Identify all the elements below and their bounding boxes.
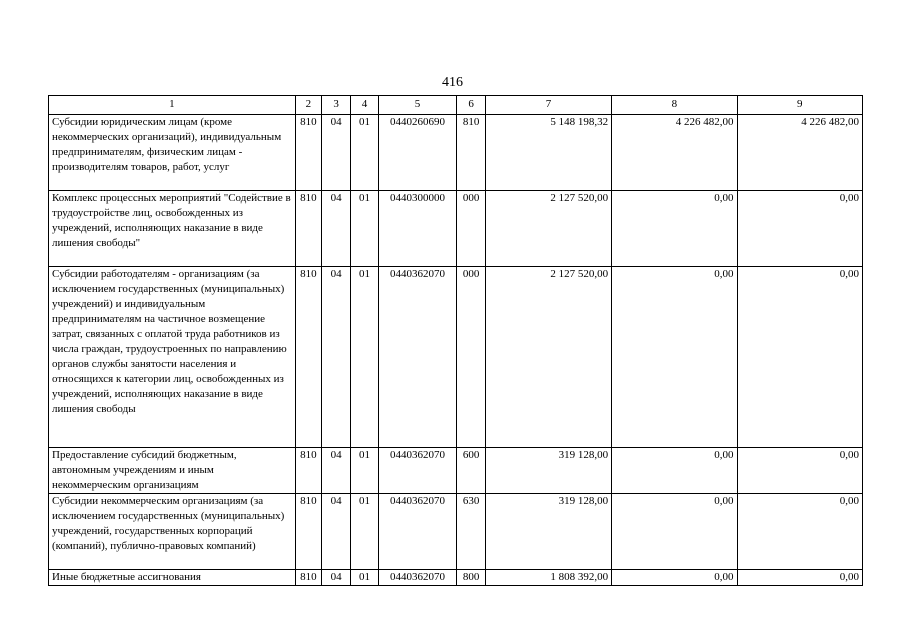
row-amount-7: 2 127 520,00 [485,267,611,448]
table-header-row [49,96,863,115]
row-amount-9: 4 226 482,00 [737,115,862,191]
row-code-5: 0440362070 [378,448,457,494]
row-name: Субсидии работодателям - организациям (за исключением государственных (муниципальных) учреждений) и индивидуальным предпринимателям на частичное возмещение затрат, связанных с оплатой труда работников из числа граждан, трудоустроенных по направлению органов службы занятости населения и относящихся к категории лиц, освобожденных из учреждений, исполняющих наказание в виде лишения свободы [49,267,296,448]
row-name: Субсидии юридическим лицам (кроме некоммерческих организаций), индивидуальным предпринимателям, физическим лицам - производителям товаров, работ, услуг [49,115,296,191]
row-code-4: 01 [351,191,378,267]
page-number: 416 [442,75,463,90]
column-header-3: 3 [322,96,351,115]
column-header-5: 5 [378,96,457,115]
row-code-4: 01 [351,448,378,494]
row-amount-8: 0,00 [612,267,737,448]
column-header-8: 8 [612,96,737,115]
row-amount-7: 2 127 520,00 [485,191,611,267]
row-code-6: 810 [457,115,485,191]
row-name: Субсидии некоммерческим организациям (за исключением государственных (муниципальных) учреждений, государственных корпораций (компаний), публично-правовых компаний) [49,494,296,570]
row-code-4: 01 [351,115,378,191]
column-header-2: 2 [295,96,321,115]
column-header-4: 4 [351,96,378,115]
column-header-1: 1 [49,96,296,115]
row-code-3: 04 [322,191,351,267]
row-code-3: 04 [322,494,351,570]
row-name: Предоставление субсидий бюджетным, автономным учреждениям и иным некоммерческим организациям [49,448,296,494]
row-amount-8: 4 226 482,00 [612,115,737,191]
row-amount-9: 0,00 [737,570,862,586]
row-name: Иные бюджетные ассигнования [49,570,296,586]
table-row [49,494,863,570]
row-amount-9: 0,00 [737,191,862,267]
table-row [49,448,863,494]
row-code-2: 810 [295,267,321,448]
row-code-6: 000 [457,191,485,267]
row-amount-7: 1 808 392,00 [485,570,611,586]
row-code-2: 810 [295,448,321,494]
row-code-2: 810 [295,191,321,267]
row-code-5: 0440362070 [378,570,457,586]
column-header-7: 7 [485,96,611,115]
row-amount-9: 0,00 [737,267,862,448]
row-code-5: 0440362070 [378,267,457,448]
table-row [49,267,863,448]
row-code-2: 810 [295,115,321,191]
row-amount-7: 319 128,00 [485,448,611,494]
row-code-3: 04 [322,115,351,191]
row-amount-7: 319 128,00 [485,494,611,570]
table-row [49,570,863,586]
row-amount-9: 0,00 [737,448,862,494]
row-code-6: 000 [457,267,485,448]
row-code-2: 810 [295,570,321,586]
table-row [49,115,863,191]
row-code-6: 800 [457,570,485,586]
row-code-6: 630 [457,494,485,570]
row-amount-8: 0,00 [612,191,737,267]
row-amount-8: 0,00 [612,570,737,586]
budget-table [48,95,863,586]
row-amount-8: 0,00 [612,494,737,570]
table-row [49,191,863,267]
row-code-6: 600 [457,448,485,494]
row-code-4: 01 [351,494,378,570]
row-amount-8: 0,00 [612,448,737,494]
row-code-4: 01 [351,267,378,448]
row-code-2: 810 [295,494,321,570]
row-name: Комплекс процессных мероприятий "Содействие в трудоустройстве лиц, освобожденных из учреждений, исполняющих наказание в виде лишения свободы" [49,191,296,267]
row-code-3: 04 [322,448,351,494]
row-code-5: 0440300000 [378,191,457,267]
row-code-4: 01 [351,570,378,586]
column-header-9: 9 [737,96,862,115]
row-code-3: 04 [322,570,351,586]
row-code-3: 04 [322,267,351,448]
row-code-5: 0440362070 [378,494,457,570]
row-code-5: 0440260690 [378,115,457,191]
column-header-6: 6 [457,96,485,115]
row-amount-7: 5 148 198,32 [485,115,611,191]
row-amount-9: 0,00 [737,494,862,570]
